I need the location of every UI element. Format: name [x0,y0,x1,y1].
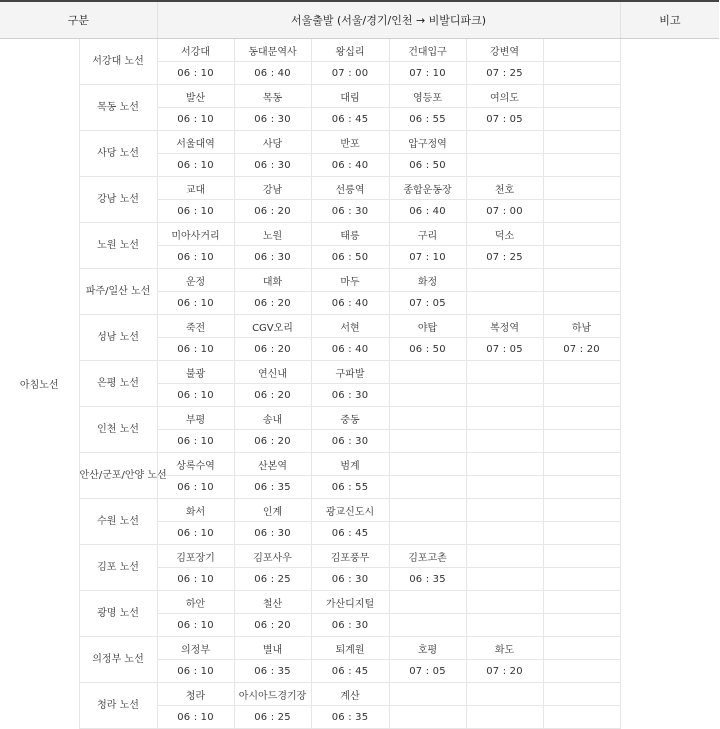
stop-name: 서강대 [157,39,234,62]
stop-name [543,545,620,568]
stop-name: 송내 [234,407,311,430]
departure-time: 07 : 10 [389,246,466,269]
departure-time [543,430,620,453]
stop-name: 상록수역 [157,453,234,476]
route-name: 서강대 노선 [79,39,157,85]
stop-name [389,407,466,430]
departure-time: 06 : 10 [157,476,234,499]
stop-name: 발산 [157,85,234,108]
departure-time: 06 : 10 [157,246,234,269]
departure-time [466,568,543,591]
departure-time [543,108,620,131]
departure-time: 06 : 10 [157,200,234,223]
stop-name: 화도 [466,637,543,660]
departure-time: 06 : 40 [234,62,311,85]
departure-time [389,476,466,499]
stop-name: 운정 [157,269,234,292]
departure-time: 07 : 05 [466,338,543,361]
table-body [0,39,719,729]
departure-time: 06 : 20 [234,292,311,315]
departure-time [543,62,620,85]
departure-time: 06 : 20 [234,384,311,407]
departure-time [543,568,620,591]
route-stops-row [0,407,719,430]
stop-name: 김포풍무 [311,545,389,568]
stop-name [543,223,620,246]
stop-name: 의정부 [157,637,234,660]
departure-time: 07 : 05 [389,660,466,683]
departure-time: 06 : 50 [389,338,466,361]
stop-name: 강남 [234,177,311,200]
stop-name [466,545,543,568]
route-name: 수원 노선 [79,499,157,545]
route-stops-row [0,361,719,384]
departure-time: 06 : 30 [311,614,389,637]
departure-time [543,246,620,269]
stop-name: 구리 [389,223,466,246]
stop-name [543,499,620,522]
departure-time: 06 : 25 [234,568,311,591]
departure-time: 06 : 10 [157,292,234,315]
stop-name [466,407,543,430]
departure-time: 06 : 30 [311,384,389,407]
route-name: 파주/일산 노선 [79,269,157,315]
stop-name: 구파발 [311,361,389,384]
stop-name: 교대 [157,177,234,200]
departure-time: 07 : 05 [466,108,543,131]
stop-name: 죽전 [157,315,234,338]
stop-name [389,591,466,614]
departure-time [389,522,466,545]
departure-time: 06 : 10 [157,384,234,407]
departure-time [543,200,620,223]
departure-time: 06 : 40 [311,338,389,361]
stop-name: 건대입구 [389,39,466,62]
note-header: 비고 [620,1,719,39]
departure-time: 06 : 40 [311,154,389,177]
stop-name: 범계 [311,453,389,476]
stop-name: 강변역 [466,39,543,62]
stop-name: 불광 [157,361,234,384]
stop-name: 미아사거리 [157,223,234,246]
departure-time: 06 : 55 [311,476,389,499]
departure-time: 06 : 10 [157,154,234,177]
stop-name: 여의도 [466,85,543,108]
stop-name: 목동 [234,85,311,108]
stop-name: 철산 [234,591,311,614]
departure-time: 06 : 10 [157,62,234,85]
departure-time [466,522,543,545]
departure-time [466,384,543,407]
stop-name: 산본역 [234,453,311,476]
stop-name [466,361,543,384]
stop-name: 천호 [466,177,543,200]
departure-time [543,476,620,499]
stop-name: 중동 [311,407,389,430]
departure-time: 06 : 10 [157,522,234,545]
departure-time [466,614,543,637]
departure-time: 06 : 30 [311,430,389,453]
route-name: 의정부 노선 [79,637,157,683]
departure-time: 07 : 25 [466,62,543,85]
stop-name: 청라 [157,683,234,706]
route-stops-row [0,85,719,108]
stop-name: 연신내 [234,361,311,384]
stop-name [389,361,466,384]
stop-name: 김포고촌 [389,545,466,568]
departure-time: 06 : 30 [311,568,389,591]
departure-time: 06 : 20 [234,200,311,223]
departure-time: 06 : 40 [389,200,466,223]
departure-time [389,430,466,453]
departure-time: 06 : 10 [157,614,234,637]
stop-name: 압구정역 [389,131,466,154]
departure-time [543,660,620,683]
category-header: 구분 [0,1,157,39]
stop-name: 왕십리 [311,39,389,62]
departure-time: 06 : 10 [157,108,234,131]
departure-time: 07 : 05 [389,292,466,315]
stop-name: 반포 [311,131,389,154]
departure-time: 06 : 35 [234,476,311,499]
departure-time [543,522,620,545]
departure-time: 06 : 10 [157,660,234,683]
stop-name [543,361,620,384]
stop-name: 화서 [157,499,234,522]
departure-time: 07 : 10 [389,62,466,85]
stop-name: 대림 [311,85,389,108]
stop-name [466,269,543,292]
route-name: 노원 노선 [79,223,157,269]
stop-name [543,591,620,614]
departure-time: 06 : 20 [234,614,311,637]
stop-name: 별내 [234,637,311,660]
departure-time: 06 : 30 [234,108,311,131]
stop-name [389,499,466,522]
departure-time: 06 : 20 [234,338,311,361]
departure-time [466,706,543,729]
stop-name [389,453,466,476]
departure-time [389,706,466,729]
departure-time [466,430,543,453]
stop-name: 김포사우 [234,545,311,568]
stop-name [543,407,620,430]
route-stops-row [0,39,719,62]
route-name: 은평 노선 [79,361,157,407]
route-name: 목동 노선 [79,85,157,131]
stop-name: 선릉역 [311,177,389,200]
stop-name [389,683,466,706]
note-cell [620,39,719,729]
route-stops-row [0,453,719,476]
route-name: 청라 노선 [79,683,157,729]
stop-name: 서울대역 [157,131,234,154]
stop-name: 종합운동장 [389,177,466,200]
stop-name: 사당 [234,131,311,154]
departure-time [466,154,543,177]
stop-name: 마두 [311,269,389,292]
departure-time: 06 : 10 [157,430,234,453]
stop-name [543,39,620,62]
stop-name: 영등포 [389,85,466,108]
departure-time: 06 : 35 [389,568,466,591]
stop-name: 계산 [311,683,389,706]
stop-name: 아시아드경기장 [234,683,311,706]
stop-name [543,637,620,660]
route-name: 사당 노선 [79,131,157,177]
direction-header: 서울출발 (서울/경기/인천 → 비발디파크) [157,1,620,39]
departure-time [543,384,620,407]
stop-name: 광교신도시 [311,499,389,522]
stop-name [543,177,620,200]
category-cell: 아침노선 [0,39,79,729]
departure-time [389,384,466,407]
route-name: 강남 노선 [79,177,157,223]
route-stops-row [0,683,719,706]
departure-time: 06 : 25 [234,706,311,729]
departure-time: 06 : 45 [311,660,389,683]
stop-name [543,131,620,154]
stop-name: 동대문역사 [234,39,311,62]
departure-time [543,706,620,729]
stop-name [466,499,543,522]
stop-name: 대화 [234,269,311,292]
route-name: 인천 노선 [79,407,157,453]
departure-time [543,292,620,315]
stop-name: 복정역 [466,315,543,338]
departure-time: 06 : 55 [389,108,466,131]
stop-name: 태릉 [311,223,389,246]
departure-time: 06 : 30 [234,522,311,545]
stop-name: 노원 [234,223,311,246]
stop-name [543,683,620,706]
route-stops-row [0,637,719,660]
route-stops-row [0,499,719,522]
stop-name [466,131,543,154]
departure-time: 06 : 10 [157,338,234,361]
stop-name: 덕소 [466,223,543,246]
departure-time: 06 : 35 [311,706,389,729]
stop-name [543,453,620,476]
stop-name: 하안 [157,591,234,614]
departure-time: 06 : 45 [311,522,389,545]
stop-name: 인계 [234,499,311,522]
route-name: 안산/군포/안양 노선 [79,453,157,499]
stop-name [466,591,543,614]
departure-time [543,614,620,637]
stop-name [543,269,620,292]
departure-time: 06 : 35 [234,660,311,683]
route-stops-row [0,177,719,200]
departure-time [466,476,543,499]
departure-time: 07 : 20 [466,660,543,683]
route-name: 광명 노선 [79,591,157,637]
stop-name: 서현 [311,315,389,338]
stop-name: 야탑 [389,315,466,338]
departure-time [466,292,543,315]
departure-time: 06 : 10 [157,568,234,591]
stop-name [543,85,620,108]
route-stops-row [0,315,719,338]
route-name: 성남 노선 [79,315,157,361]
departure-time: 06 : 40 [311,292,389,315]
departure-time: 06 : 50 [311,246,389,269]
stop-name: 부평 [157,407,234,430]
stop-name: 가산디지털 [311,591,389,614]
departure-time: 06 : 50 [389,154,466,177]
route-stops-row [0,223,719,246]
stop-name: 호평 [389,637,466,660]
departure-time: 06 : 30 [234,154,311,177]
route-name: 김포 노선 [79,545,157,591]
stop-name [466,683,543,706]
stop-name: 화정 [389,269,466,292]
departure-time: 07 : 00 [466,200,543,223]
route-stops-row [0,131,719,154]
departure-time: 07 : 00 [311,62,389,85]
departure-time: 06 : 10 [157,706,234,729]
stop-name [466,453,543,476]
departure-time: 06 : 30 [311,200,389,223]
table-header [0,1,719,39]
departure-time: 06 : 30 [234,246,311,269]
route-stops-row [0,545,719,568]
departure-time [543,154,620,177]
stop-name: 김포장기 [157,545,234,568]
stop-name: 하남 [543,315,620,338]
departure-time [389,614,466,637]
departure-time: 06 : 20 [234,430,311,453]
stop-name: CGV오리 [234,315,311,338]
route-stops-row [0,269,719,292]
departure-time: 07 : 25 [466,246,543,269]
stop-name: 퇴계원 [311,637,389,660]
departure-time: 07 : 20 [543,338,620,361]
departure-time: 06 : 45 [311,108,389,131]
route-stops-row [0,591,719,614]
